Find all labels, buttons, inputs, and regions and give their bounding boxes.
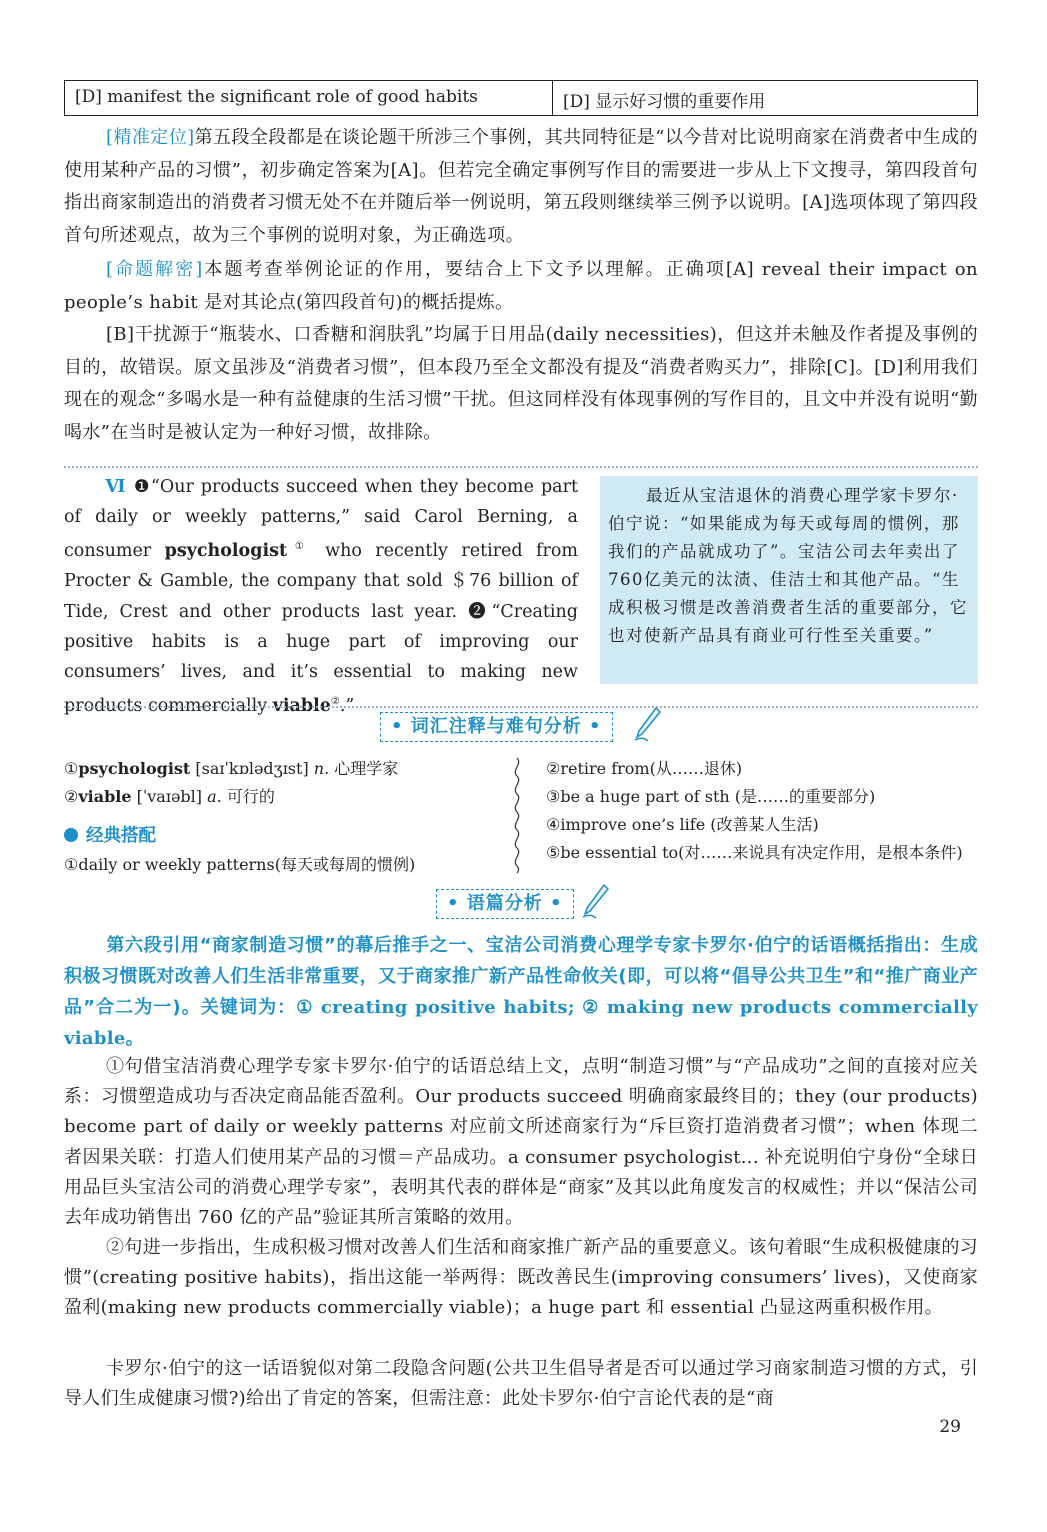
option-d-english: [D] manifest the significant role of good habits [65,81,553,115]
bullet-dot-icon [64,828,78,842]
vocab-num: ② [64,787,79,806]
option-d-chinese: [D] 显示好习惯的重要作用 [563,92,766,112]
precise-location-text: 第五段全段都是在谈论题干所涉三个事例，其共同特征是“以今昔对比说明商家在消费者中生成的使用某种产品的习惯”，初步确定答案为[A]。但若完全确定事例写作目的需要进一步从上下文搜寻，第四段首句指出商家制造出的消费者习惯无处不在并随后举一例说明，第五段则继续举三例予以说明。[A]选项体现了第四段首句所述观点，故为三个事例的说明对象，为正确选项。 [64,127,978,246]
vocab-pron: [saɪˈkɒlədʒɪst] [190,759,314,778]
sentence-2-part-b: .” [339,696,355,717]
vocab-pos: n. [313,759,330,778]
section-divider-2 [64,706,978,708]
vocab-word: psychologist [78,759,191,778]
vocab-pron: [ˈvaɪəbl] [131,787,208,806]
vocab-meaning: 心理学家 [329,759,399,778]
paragraph-roman-numeral: Ⅵ [104,477,127,497]
section-divider [64,466,978,468]
phrase-item-improve-life: ④improve one’s life (改善某人生活) [546,815,819,834]
note-2-marker: ② [330,696,340,708]
discourse-summary [64,930,978,1054]
collocation-title-text: 经典搭配 [86,826,156,846]
phrase-item-huge-part: ③be a huge part of sth (是……的重要部分) [546,787,876,806]
discourse-summary-end: 。 [125,1028,144,1049]
precise-location-paragraph [64,122,978,252]
collocation-heading [64,822,156,847]
question-analysis-paragraph [64,254,978,319]
distractor-analysis-paragraph: [B]干扰源于“瓶装水、口香糖和润肤乳”均属于日用品(daily necessities)，但这并未触及作者提及事例的目的，故错误。原文虽涉及“消费者习惯”，但本段乃至全文都没有提及“消费者购买力”，排除[C]。[D]利用我们现在的观念“多喝水是一种有益健康的生活习惯”干扰。但这同样没有体现事例的写作目的，且文中并没有说明“勤喝水”在当时是被认定为一种好习惯，故排除。 [64,324,978,443]
discourse-summary-text: 第六段引用“商家制造习惯”的幕后推手之一、宝洁公司消费心理学专家卡罗尔·伯宁的话语概括指出：生成积极习惯既对改善人们生活非常重要，又于商家推广新产品性命攸关(即，可以将“倡导公共卫生”和“推广商业产品”合二为一)。关键词为： [64,935,978,1018]
discourse-paragraph-3: 卡罗尔·伯宁的这一话语貌似对第二段隐含问题(公共卫生倡导者是否可以通过学习商家制造习惯的方式，引导人们生成健康习惯?)给出了肯定的答案，但需注意：此处卡罗尔·伯宁言论代表的是“商 [64,1358,978,1410]
vocab-word: viable [78,787,132,806]
precise-location-tag: [精准定位] [106,127,195,148]
vocab-item-viable [64,783,275,811]
discourse-paragraph-1: ①句借宝洁消费心理学专家卡罗尔·伯宁的话语总结上文，点明“制造习惯”与“产品成功”之间的直接对应关系：习惯塑造成功与否决定商品能否盈利。Our products succeed 明确商家最终目的；they (our products) become part of daily or weekly patterns 对应前文所述商家行为“斥巨资打造消费者习惯”；when 体现二者因果关联：打造人们使用某产品的习惯＝产品成功。a consumer psychologist... 补充说明伯宁身份“全球日用品巨头宝洁公司的消费心理学专家”，表明其代表的群体是“商家”及其以此角度发言的权威性；并以“保洁公司去年成功销售出 760 亿的产品”验证其所言策略的效用。 [64,1056,978,1229]
discourse-section-title: • 语篇分析 • [436,889,574,919]
sentence-2-marker: ❷ [468,601,492,622]
vocab-pos: a. [207,787,222,806]
sentence-1-part-a: “Our products succeed when they become part of daily or weekly patterns,” said Carol Berning, a consumer [64,477,578,562]
translation-text: 最近从宝洁退休的消费心理学家卡罗尔·伯宁说：“如果能成为每天或每周的惯例，那我们的产品就成功了”。宝洁公司去年卖出了760亿美元的汰渍、佳洁士和其他产品。“生成积极习惯是改善消费者生活的重要部分，它也对使新产品具有商业可行性至关重要。” [608,486,968,645]
vocab-meaning: 可行的 [221,787,275,806]
sentence-2-part-a: “Creating positive habits is a huge part of improving our consumers’ lives, and it’s essential to making new products commercially [64,601,578,717]
note-1-marker: ① [287,541,312,553]
word-viable: viable [272,696,331,717]
discourse-keywords: ① creating positive habits; ② making new products commercially viable [64,997,978,1049]
question-analysis-tag: [命题解密] [106,259,203,280]
pen-icon [580,883,610,921]
phrase-item-retire-from: ②retire from(从……退休) [546,759,743,778]
sentence-1-marker: ❶ [133,477,151,497]
passage-english [64,472,578,721]
collocation-item: ①daily or weekly patterns(每天或每周的惯例) [64,855,416,874]
wavy-divider [510,756,524,874]
vocab-num: ① [64,759,79,778]
page-number: 29 [939,1417,961,1437]
word-psychologist: psychologist [164,541,288,562]
sentence-1-part-b: who recently retired from Procter & Gamble, the company that sold ＄76 billion of Tide, Crest and other products last year. [64,541,578,622]
vocab-item-psychologist [64,755,398,783]
vocab-section-title: • 词汇注释与难句分析 • [380,712,613,742]
option-d-row [64,80,978,116]
question-analysis-text: 本题考查举例论证的作用，要结合上下文予以理解。正确项[A] reveal their impact on people’s habit 是对其论点(第四段首句)的概括提炼。 [64,259,978,313]
phrase-item-essential-to: ⑤be essential to(对……来说具有决定作用，是根本条件) [546,843,963,862]
discourse-paragraph-2: ②句进一步指出，生成积极习惯对改善人们生活和商家推广新产品的重要意义。该句着眼“生成积极健康的习惯”(creating positive habits)，指出这能一举两得：既改善民生(improving consumers’ lives)，又使商家盈利(making new products commercially viable)；a huge part 和 essential 凸显这两重积极作用。 [64,1237,978,1319]
translation-box [600,476,978,684]
pen-icon [632,706,662,744]
